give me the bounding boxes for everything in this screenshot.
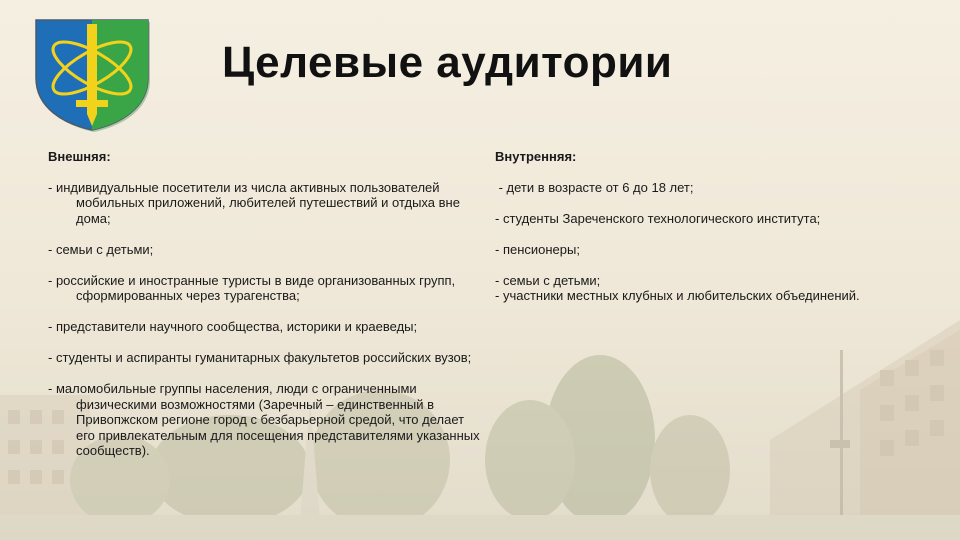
page-title: Целевые аудитории — [222, 38, 673, 87]
internal-heading: Внутренняя: — [495, 149, 577, 164]
list-item: - семьи с детьми; — [48, 241, 154, 257]
list-item: - семьи с детьми; — [495, 272, 601, 288]
external-heading: Внешняя: — [48, 149, 111, 164]
list-item: - индивидуальные посетители из числа активных пользователей мобильных приложений, любителей путешествий и отдыха вне дома; — [48, 179, 460, 226]
list-item: - маломобильные группы населения, люди с ограниченными физическими возможностями (Заречный – единственный в Привопжском регионе город с безбарьерной средой, что делает его привлекательным для посещения представителями указанных сообществ). — [48, 381, 480, 458]
internal-audience-column — [495, 149, 935, 319]
list-item: - студенты Зареченского технологического института; — [495, 210, 821, 226]
external-audience-column — [48, 149, 484, 474]
list-item: - пенсионеры; — [495, 241, 580, 257]
coat-of-arms-icon — [32, 16, 152, 132]
list-item: - студенты и аспиранты гуманитарных факультетов российских вузов; — [48, 350, 472, 365]
list-item: - российские и иностранные туристы в виде организованных групп, сформированных через турагенства; — [48, 272, 456, 303]
list-item: - дети в возрасте от 6 до 18 лет; — [495, 179, 694, 195]
list-item: - представители научного сообщества, историки и краеведы; — [48, 319, 418, 334]
list-item: - участники местных клубных и любительских объединений. — [495, 288, 860, 303]
